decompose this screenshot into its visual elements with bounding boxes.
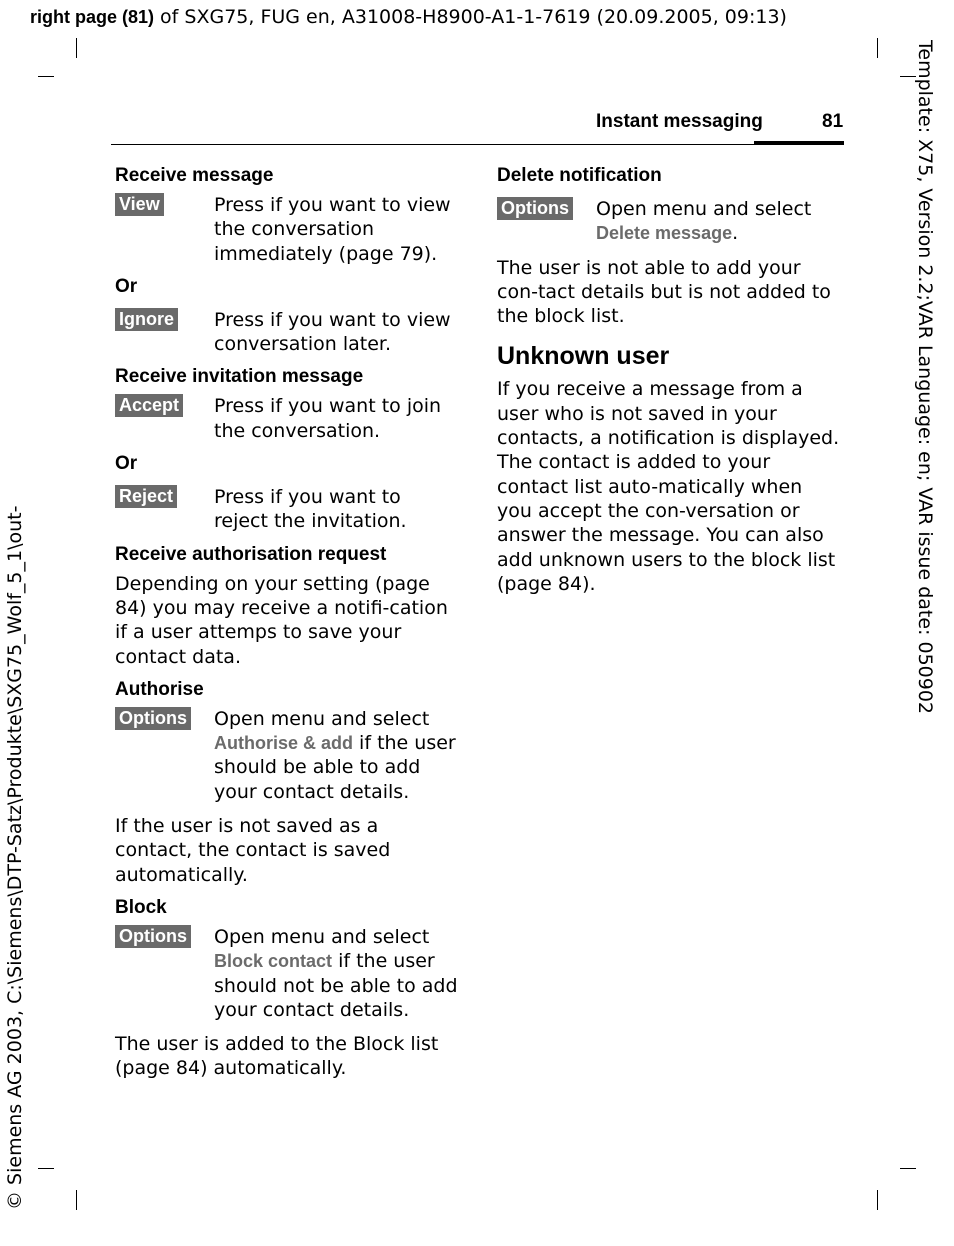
options-softkey[interactable]: Options: [115, 707, 191, 730]
heading-receive-message: Receive message: [115, 165, 274, 186]
menu-item-block-contact: Block contact: [214, 951, 333, 972]
heading-authorise: Authorise: [115, 678, 204, 700]
options-softkey[interactable]: Options: [497, 197, 573, 220]
key-row-accept: [115, 394, 460, 443]
crop-mark: [38, 1168, 54, 1169]
delete-note: The user is not able to add your con-tact details but is not added to the block list.: [497, 256, 831, 328]
print-header: [30, 6, 787, 28]
heading-block: Block: [115, 896, 167, 918]
unknown-user-text: If you receive a message from a user who is not saved in your contacts, a notification is displayed. The contact is added to your contact list auto-matically when you accept the con-versation or answer the message. You can also add unknown users to the block list (page 84).: [497, 378, 840, 595]
menu-item-authorise-add: Authorise & add: [214, 733, 354, 754]
crop-mark: [76, 38, 77, 58]
key-row-block: [115, 925, 460, 1022]
header-rule-accent: [754, 141, 844, 145]
accept-description: Press if you want to join the conversation.: [214, 395, 442, 442]
template-info-vertical: Template: X75, Version 2.2;VAR Language: en; VAR issue date: 050902: [914, 40, 936, 715]
ignore-description: Press if you want to view conversation later.: [214, 308, 451, 356]
reject-softkey[interactable]: Reject: [115, 485, 177, 508]
key-row-authorise: [115, 707, 460, 804]
copyright-vertical: © Siemens AG 2003, C:\Siemens\DTP-Satz\Produkte\SXG75_Wolf_5_1\out-: [4, 505, 26, 1210]
crop-mark: [38, 76, 54, 77]
delete-description: Open menu and select Delete message.: [596, 198, 812, 245]
or-label: Or: [115, 453, 138, 475]
key-row-delete: [497, 197, 842, 246]
header-rule: [111, 144, 844, 145]
key-row-reject: [115, 485, 460, 534]
view-description: Press if you want to view the conversation immediately (page 79).: [214, 194, 451, 265]
heading-delete-notification: Delete notification: [497, 165, 662, 186]
heading-receive-invitation: Receive invitation message: [115, 366, 364, 388]
menu-item-delete-message: Delete message: [596, 223, 733, 244]
print-header-info: of SXG75, FUG en, A31008-H8900-A1-1-7619 (20.09.2005, 09:13): [154, 6, 787, 28]
reject-description: Press if you want to reject the invitation.: [214, 486, 407, 533]
block-description: Open menu and select Block contact if the user should not be able to add your contact details.: [214, 925, 458, 1021]
left-column: [115, 165, 460, 1081]
accept-softkey[interactable]: Accept: [115, 394, 183, 417]
page-number: 81: [822, 111, 844, 132]
crop-mark: [900, 1168, 916, 1169]
ignore-softkey[interactable]: Ignore: [115, 308, 178, 331]
options-softkey[interactable]: Options: [115, 925, 191, 948]
section-title-unknown-user: Unknown user: [497, 342, 670, 371]
print-header-prefix: right page (81): [30, 7, 155, 27]
key-row-ignore: [115, 308, 460, 357]
authorise-description: Open menu and select Authorise & add if the user should be able to add your contact details.: [214, 707, 456, 803]
or-label: Or: [115, 275, 138, 297]
right-column: [497, 165, 842, 596]
authorise-note: If the user is not saved as a contact, the contact is saved automatically.: [115, 815, 391, 886]
crop-mark: [76, 1190, 77, 1210]
key-row-view: [115, 193, 460, 266]
auth-request-text: Depending on your setting (page 84) you may receive a notifi-cation if a user attemps to save your contact data.: [115, 572, 448, 668]
running-head-title: Instant messaging: [596, 111, 763, 132]
heading-auth-request: Receive authorisation request: [115, 543, 387, 565]
block-note: The user is added to the Block list (page 84) automatically.: [115, 1033, 439, 1080]
crop-mark: [877, 38, 878, 58]
view-softkey[interactable]: View: [115, 193, 164, 216]
crop-mark: [877, 1190, 878, 1210]
